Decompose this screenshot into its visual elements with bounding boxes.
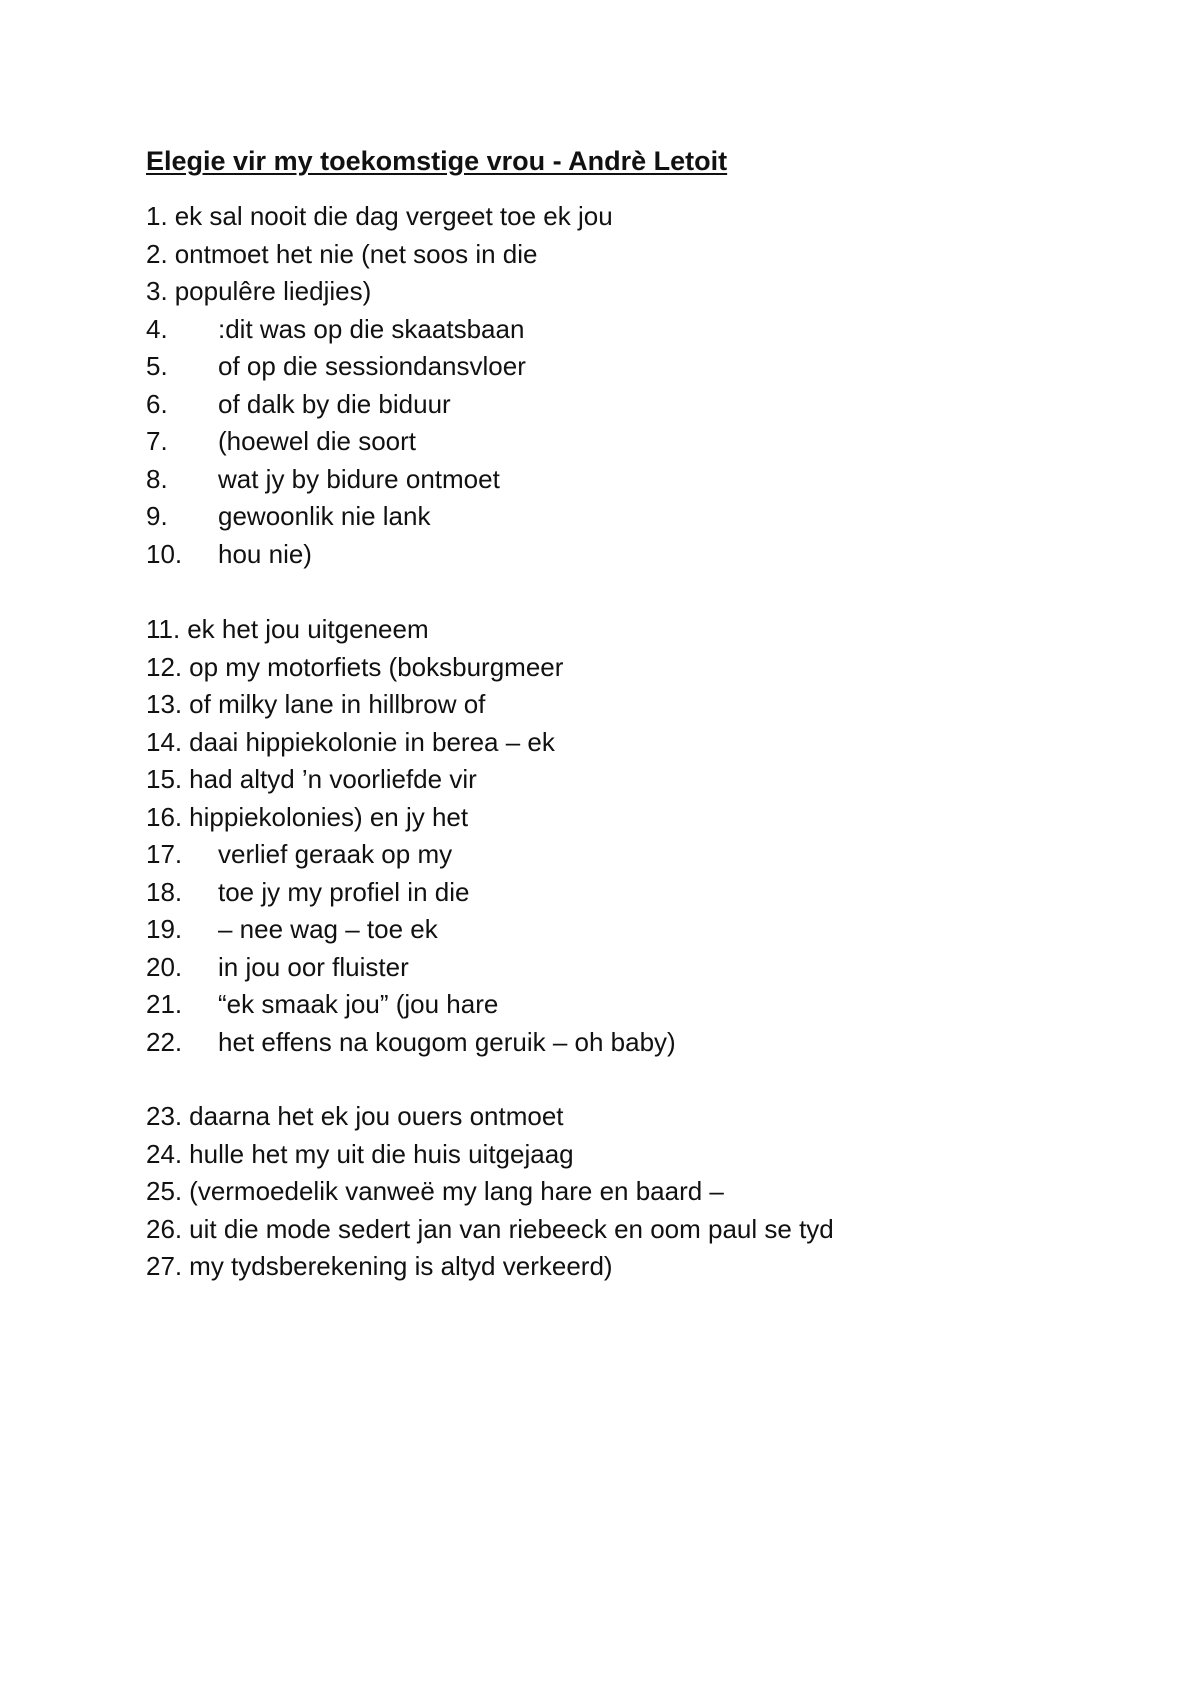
line-number: 19. [146,914,183,944]
line-number: 7. [146,426,168,456]
poem-line [146,1098,834,1136]
poem-line [146,649,676,687]
line-text: gewoonlik nie lank [218,501,431,531]
line-number: 8. [146,463,168,494]
poem-line [146,611,676,649]
line-text: hou nie) [218,538,312,569]
line-number: 5. [146,351,168,381]
line-number: 11. [146,614,181,644]
poem-line [146,1136,834,1174]
line-text: of milky lane in hillbrow of [189,689,486,719]
line-number: 18. [146,876,183,907]
line-number: 3. [146,276,168,306]
line-text: daarna het ek jou ouers ontmoet [189,1101,564,1131]
line-text: uit die mode sedert jan van riebeeck en oom paul se tyd [189,1213,834,1244]
line-number: 12. [146,651,183,682]
line-text: ek sal nooit die dag vergeet toe ek jou [174,201,613,231]
line-number: 15. [146,764,183,794]
line-number: 25. [146,1176,183,1206]
poem-title: Elegie vir my toekomstige vrou - Andrè Letoit [146,146,728,176]
line-text: had altyd ’n voorliefde vir [189,764,477,794]
line-text: of dalk by die biduur [218,388,451,419]
poem-line [146,386,613,424]
line-text: toe jy my profiel in die [218,876,470,907]
line-number: 26. [146,1213,183,1244]
poem-line [146,348,613,386]
poem-line [146,911,676,949]
poem-line [146,461,613,499]
stanza-1 [146,198,613,573]
poem-line [146,799,676,837]
poem-line [146,311,613,349]
poem-line [146,724,676,762]
line-number: 16. [146,801,183,832]
line-number: 14. [146,726,183,757]
stanza-2 [146,611,676,1061]
poem-line [146,498,613,536]
line-number: 4. [146,313,168,344]
poem-line [146,686,676,724]
line-text: (hoewel die soort [218,426,416,456]
poem-line [146,761,676,799]
line-text: :dit was op die skaatsbaan [218,313,525,344]
line-text: – nee wag – toe ek [218,914,438,944]
line-number: 24. [146,1138,183,1169]
line-text: populêre liedjies) [174,276,372,306]
poem-line [146,836,676,874]
line-text: het effens na kougom geruik – oh baby) [218,1026,676,1057]
line-text: verlief geraak op my [218,839,453,869]
line-number: 27. [146,1251,183,1281]
line-number: 10. [146,538,183,569]
line-text: daai hippiekolonie in berea – ek [189,726,555,757]
line-number: 22. [146,1026,183,1057]
poem-line [146,874,676,912]
poem-line [146,1173,834,1211]
poem-line [146,536,613,574]
line-text: hulle het my uit die huis uitgejaag [189,1138,574,1169]
poem-line [146,198,613,236]
poem-line [146,1024,676,1062]
line-text: of op die sessiondansvloer [218,351,526,381]
poem-line [146,949,676,987]
poem-line [146,423,613,461]
poem-line [146,1248,834,1286]
line-text: in jou oor fluister [218,951,409,982]
line-number: 1. [146,201,168,231]
line-text: ek het jou uitgeneem [187,614,429,644]
line-text: my tydsberekening is altyd verkeerd) [189,1251,613,1281]
line-number: 2. [146,238,168,269]
line-text: ontmoet het nie (net soos in die [174,238,538,269]
line-number: 23. [146,1101,183,1131]
line-number: 21. [146,989,183,1019]
poem-line [146,1211,834,1249]
line-number: 20. [146,951,183,982]
line-text: op my motorfiets (boksburgmeer [189,651,564,682]
line-text: hippiekolonies) en jy het [189,801,469,832]
line-text: “ek smaak jou” (jou hare [218,989,499,1019]
poem-line [146,236,613,274]
line-text: (vermoedelik vanweë my lang hare en baard – [189,1176,724,1206]
poem-line [146,986,676,1024]
line-number: 9. [146,501,168,531]
poem-line [146,273,613,311]
line-number: 17. [146,839,183,869]
line-text: wat jy by bidure ontmoet [218,463,500,494]
line-number: 6. [146,388,168,419]
line-number: 13. [146,689,183,719]
stanza-3 [146,1098,834,1286]
